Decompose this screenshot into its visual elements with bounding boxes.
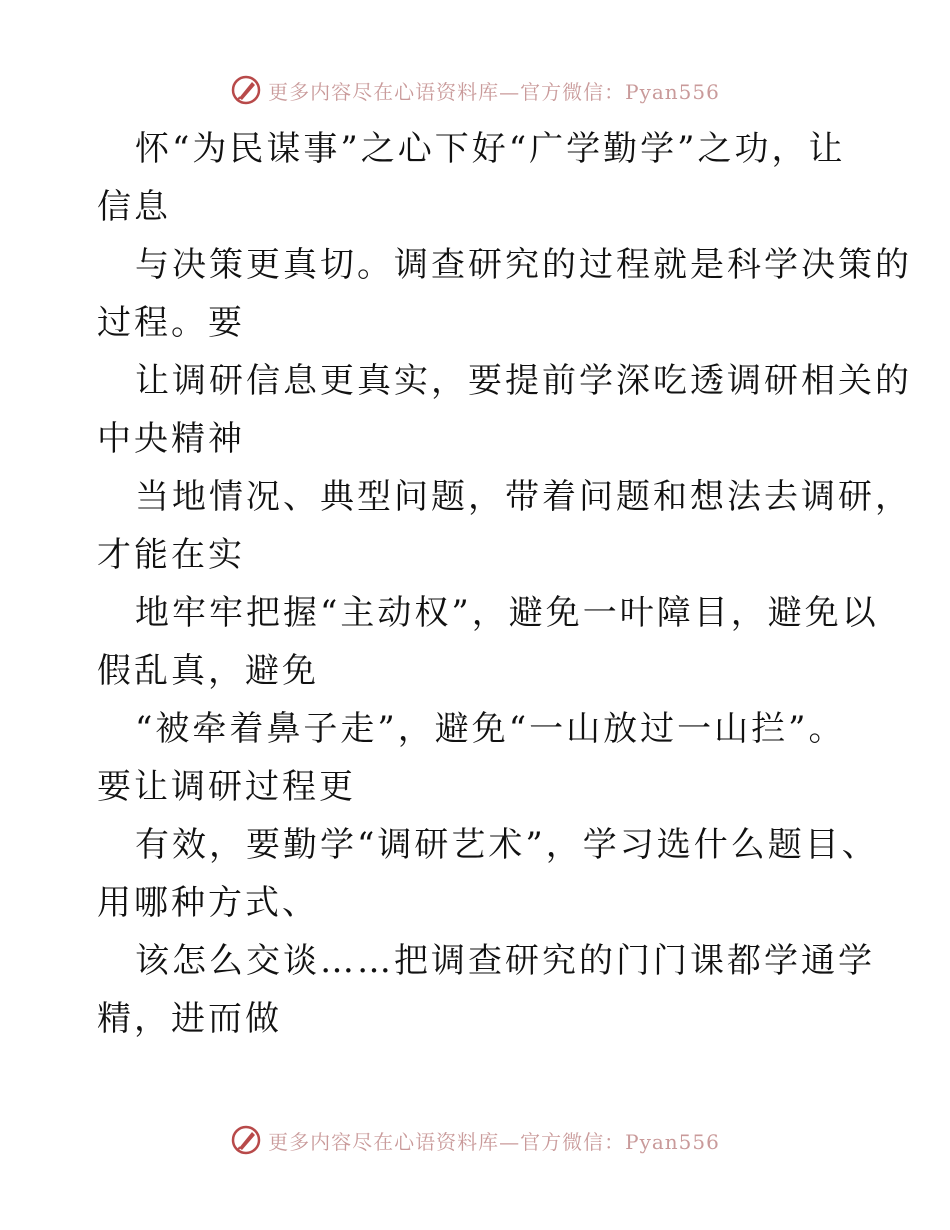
- text-line: 怀“为民谋事”之心下好“广学勤学”之功，让: [135, 129, 846, 169]
- text-line: 有效，要勤学“调研艺术”，学习选什么题目、: [135, 825, 879, 865]
- footer-watermark: [0, 1120, 950, 1160]
- text-line: 当地情况、典型问题，带着问题和想法去调研，: [135, 477, 912, 517]
- text-line: “被牵着鼻子走”，避免“一山放过一山拦”。: [135, 709, 846, 749]
- quill-logo-icon: [230, 74, 262, 106]
- text-line: 才能在实: [97, 535, 245, 575]
- text-line: 过程。要: [97, 303, 245, 343]
- text-line: 用哪种方式、: [97, 883, 319, 923]
- document-body: [97, 120, 912, 1048]
- quill-logo-icon: [230, 1124, 262, 1156]
- watermark-text: 更多内容尽在心语资料库—官方微信：Pyan556: [268, 79, 720, 104]
- text-line: 让调研信息更真实，要提前学深吃透调研相关的: [135, 361, 912, 401]
- text-line: 中央精神: [97, 419, 245, 459]
- text-line: 与决策更真切。调查研究的过程就是科学决策的: [135, 245, 912, 285]
- text-line: 地牢牢把握“主动权”，避免一叶障目，避免以: [135, 593, 879, 633]
- text-line: 该怎么交谈……把调查研究的门门课都学通学: [135, 941, 875, 981]
- watermark-text: 更多内容尽在心语资料库—官方微信：Pyan556: [268, 1129, 720, 1154]
- text-line: 要让调研过程更: [97, 767, 356, 807]
- text-line: 精，进而做: [97, 999, 282, 1039]
- text-line: 假乱真，避免: [97, 651, 319, 691]
- text-line: 信息: [97, 187, 171, 227]
- header-watermark: [0, 70, 950, 110]
